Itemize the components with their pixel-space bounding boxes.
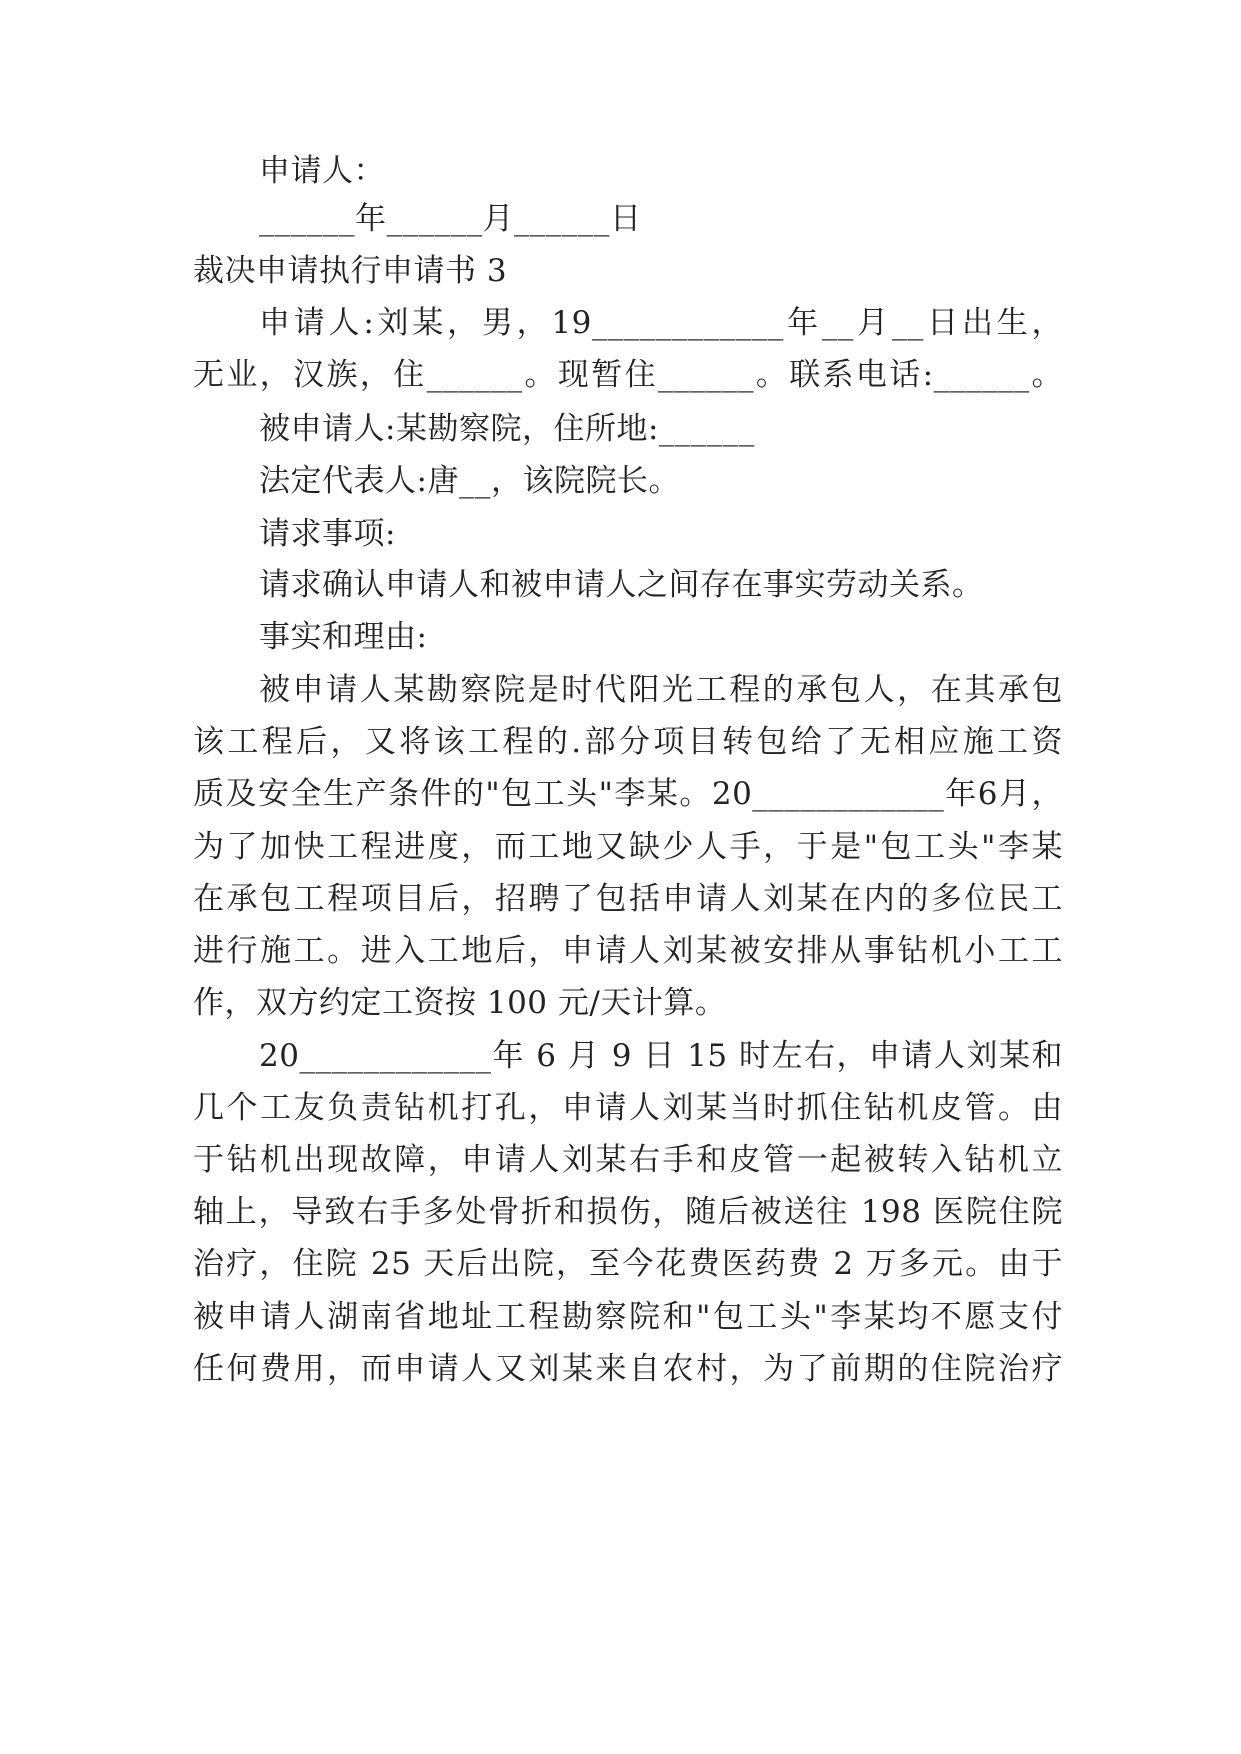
- respondent-line: 被申请人:某勘察院，住所地:______: [259, 411, 755, 447]
- paragraph-line: 20____________年 6 月 9 日 15 时左右，申请人刘某和: [259, 1038, 1063, 1074]
- paragraph-line: 任何费用，而申请人又刘某来自农村，为了前期的住院治疗: [193, 1351, 1063, 1387]
- claims-heading: 请求事项:: [259, 516, 396, 552]
- claims-text: 请求确认申请人和被申请人之间存在事实劳动关系。: [259, 567, 984, 603]
- paragraph-line: 为了加快工程进度，而工地又缺少人手，于是"包工头"李某: [193, 829, 1063, 865]
- paragraph-line: 质及安全生产条件的"包工头"李某。20____________年6月，: [193, 776, 1063, 812]
- document-title: 裁决申请执行申请书 3: [193, 253, 508, 289]
- applicant-signature-label: 申请人：: [259, 153, 385, 189]
- paragraph-line: 作，双方约定工资按 100 元/天计算。: [193, 985, 727, 1021]
- paragraph-line: 几个工友负责钻机打孔，申请人刘某当时抓住钻机皮管。由: [193, 1090, 1063, 1126]
- legal-representative-line: 法定代表人:唐__，该院院长。: [259, 463, 680, 499]
- paragraph-line: 治疗，住院 25 天后出院，至今花费医药费 2 万多元。由于: [193, 1246, 1063, 1282]
- paragraph-line: 于钻机出现故障，申请人刘某右手和皮管一起被转入钻机立: [193, 1142, 1063, 1178]
- paragraph-line: 被申请人某勘察院是时代阳光工程的承包人，在其承包: [259, 672, 1063, 708]
- paragraph-line: 在承包工程项目后，招聘了包括申请人刘某在内的多位民工: [193, 881, 1063, 917]
- paragraph-line: 进行施工。进入工地后，申请人刘某被安排从事钻机小工工: [193, 933, 1063, 969]
- facts-heading: 事实和理由:: [259, 619, 428, 655]
- signature-date-line: ______年______月______日: [259, 201, 642, 237]
- applicant-line-2: 无业，汉族，住______。现暂住______。联系电话:______。: [193, 357, 1063, 393]
- applicant-line-1: 申请人:刘某，男，19____________年__月__日出生，: [259, 305, 1063, 341]
- paragraph-line: 轴上，导致右手多处骨折和损伤，随后被送往 198 医院住院: [193, 1194, 1063, 1230]
- paragraph-line: 被申请人湖南省地址工程勘察院和"包工头"李某均不愿支付: [193, 1299, 1063, 1335]
- paragraph-line: 该工程后，又将该工程的.部分项目转包给了无相应施工资: [193, 724, 1063, 760]
